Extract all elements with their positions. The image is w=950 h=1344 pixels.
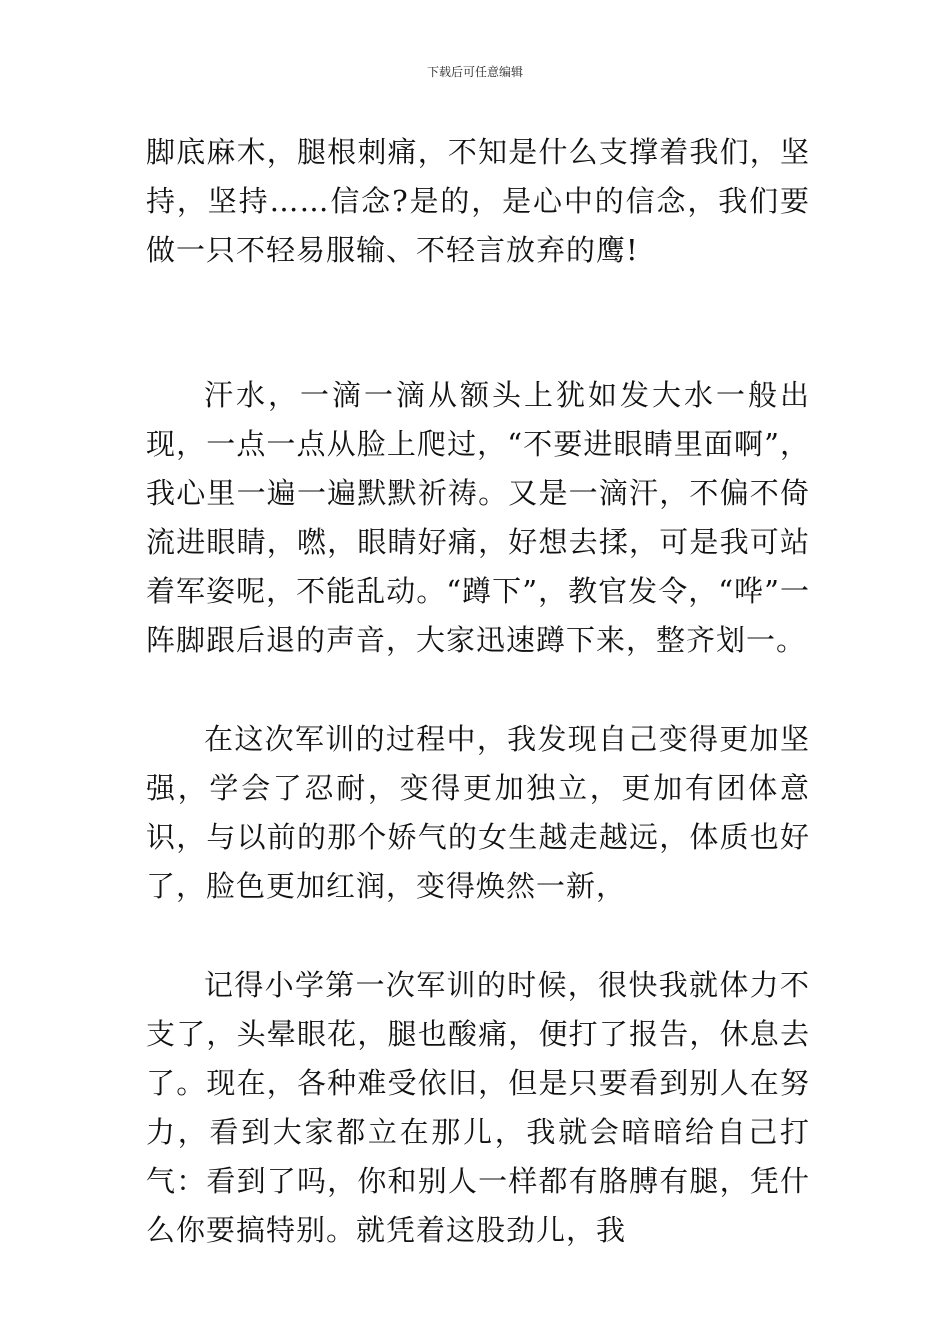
paragraph-spacer [146, 911, 810, 961]
page-header: 下载后可任意编辑 [426, 65, 523, 79]
paragraph-2: 汗水，一滴一滴从额头上犹如发大水一般出现，一点一点从脸上爬过，“不要进眼睛里面啊”，我心里一遍一遍默默祈祷。又是一滴汗，不偏不倚流进眼睛，嘫，眼睛好痛，好想去揉，可是我可站着军姿呢，不能乱动。“蹲下”，教官发令，“哗”一阵脚跟后退的声音，大家迅速蹲下来，整齐划一。 [146, 378, 810, 657]
document-body [146, 128, 810, 1255]
paragraph-1: 脚底麻木，腿根刺痛，不知是什么支撑着我们，坚持，坚持……信念?是的，是心中的信念，我们要做一只不轻易服输、不轻言放弃的鹰! [146, 135, 810, 267]
paragraph-spacer [146, 665, 810, 715]
paragraph-spacer [146, 275, 810, 371]
paragraph-3: 在这次军训的过程中，我发现自己变得更加坚强，学会了忍耐，变得更加独立，更加有团体意识，与以前的那个娇气的女生越走越远，体质也好了，脸色更加红润，变得焕然一新， [146, 722, 810, 903]
paragraph-4: 记得小学第一次军训的时候，很快我就体力不支了，头晕眼花，腿也酸痛，便打了报告，休息去了。现在，各种难受依旧，但是只要看到别人在努力，看到大家都立在那儿，我就会暗暗给自己打气：看到了吗，你和别人一样都有胳膊有腿，凭什么你要搞特别。就凭着这股劲儿，我 [146, 968, 810, 1247]
